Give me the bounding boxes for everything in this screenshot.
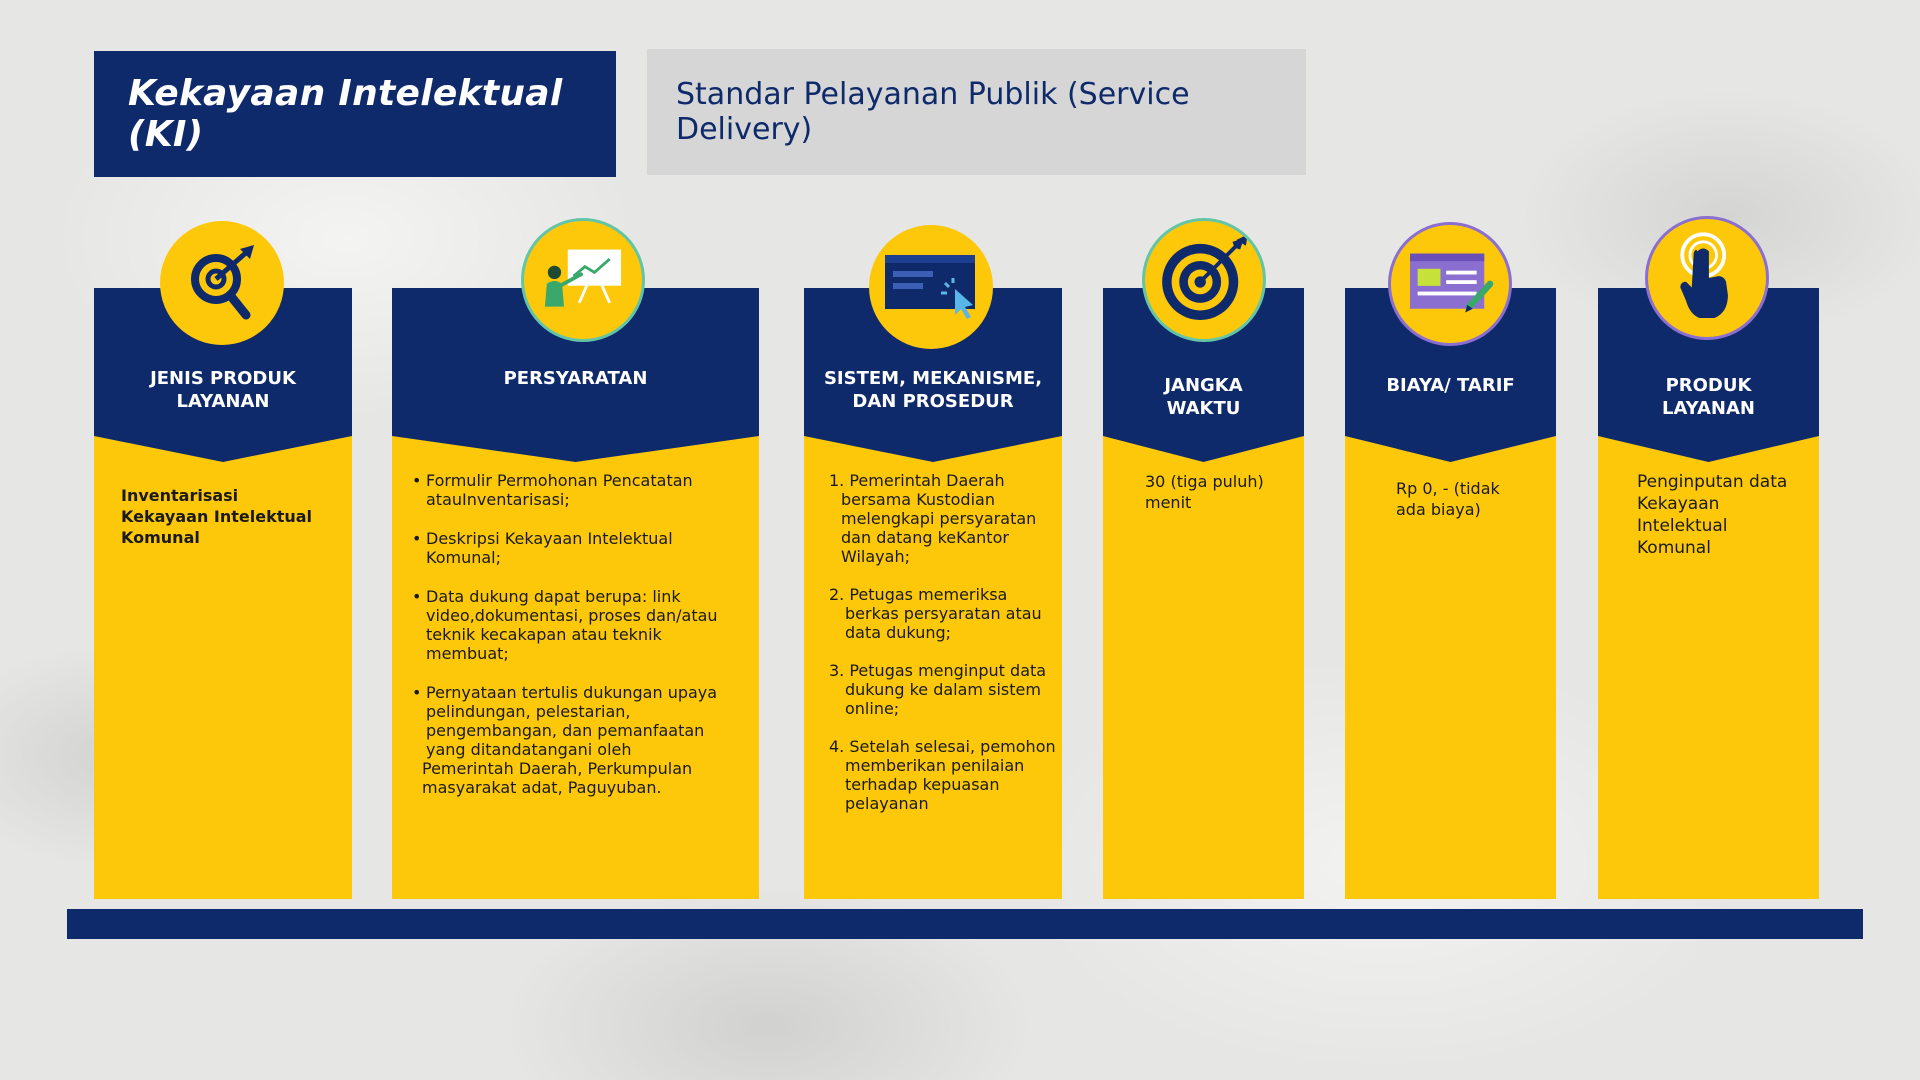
card-heading: JANGKA WAKTU: [1164, 375, 1243, 419]
target-arrow-icon: [1142, 218, 1266, 342]
magnifier-arrow-icon: [160, 221, 284, 345]
card-heading: PERSYARATAN: [503, 368, 648, 389]
card-persyaratan: [392, 288, 759, 899]
list-item: • Data dukung dapat berupa: link video,dokumentasi, proses dan/atau teknik kecakapan atau teknik membuat;: [412, 587, 752, 663]
list-item: • Formulir Permohonan Pencatatan atauInventarisasi;: [412, 471, 752, 509]
card-heading: BIAYA/ TARIF: [1386, 375, 1515, 396]
procedure-steps-list: [829, 471, 1059, 832]
tap-finger-icon: [1645, 216, 1769, 340]
bottom-bar: [67, 909, 1863, 939]
card-heading: SISTEM, MEKANISME, DAN PROSEDUR: [823, 368, 1043, 412]
page-title-banner: [94, 51, 616, 177]
card-heading: PRODUK LAYANAN: [1662, 375, 1755, 419]
list-item: 2. Petugas memeriksa berkas persyaratan atau data dukung;: [829, 585, 1042, 642]
presentation-board-icon: [521, 218, 645, 342]
list-item: 4. Setelah selesai, pemohon memberikan penilaian terhadap kepuasan pelayanan: [829, 737, 1056, 813]
card-produk-layanan: [1598, 288, 1819, 899]
page-title: Kekayaan Intelektual (KI): [128, 73, 563, 155]
page-subtitle: Standar Pelayanan Publik (Service Delivery): [676, 77, 1190, 147]
list-item: • Deskripsi Kekayaan Intelektual Komunal;: [412, 529, 752, 567]
requirements-list: [412, 471, 752, 817]
list-item: 3. Petugas menginput data dukung ke dalam sistem online;: [829, 661, 1047, 718]
list-item: • Pernyataan tertulis dukungan upaya pelindungan, pelestarian, pengembangan, dan pemanfaatan yang ditandatangani oleh Pemerintah Daerah, Perkumpulan masyarakat adat, Paguyuban.: [412, 683, 752, 797]
card-jangka-waktu: [1103, 288, 1304, 899]
card-content: Inventarisasi Kekayaan Intelektual Komunal: [121, 486, 313, 547]
browser-window-cursor-icon: [869, 225, 993, 349]
card-heading: JENIS PRODUK LAYANAN: [150, 368, 296, 412]
page-subtitle-banner: [647, 49, 1306, 175]
list-item: 1. Pemerintah Daerah bersama Kustodian melengkapi persyaratan dan datang keKantor Wilayah;: [829, 471, 1037, 566]
card-biaya-tarif: [1345, 288, 1556, 899]
card-content: 30 (tiga puluh) menit: [1145, 472, 1264, 512]
web-form-pencil-icon: [1388, 222, 1512, 346]
card-sistem-mekanisme-prosedur: [804, 288, 1062, 899]
card-content: Rp 0, - (tidak ada biaya): [1396, 479, 1500, 519]
card-content: Penginputan data Kekayaan Intelektual Komunal: [1637, 472, 1788, 558]
card-jenis-produk-layanan: [94, 288, 352, 899]
